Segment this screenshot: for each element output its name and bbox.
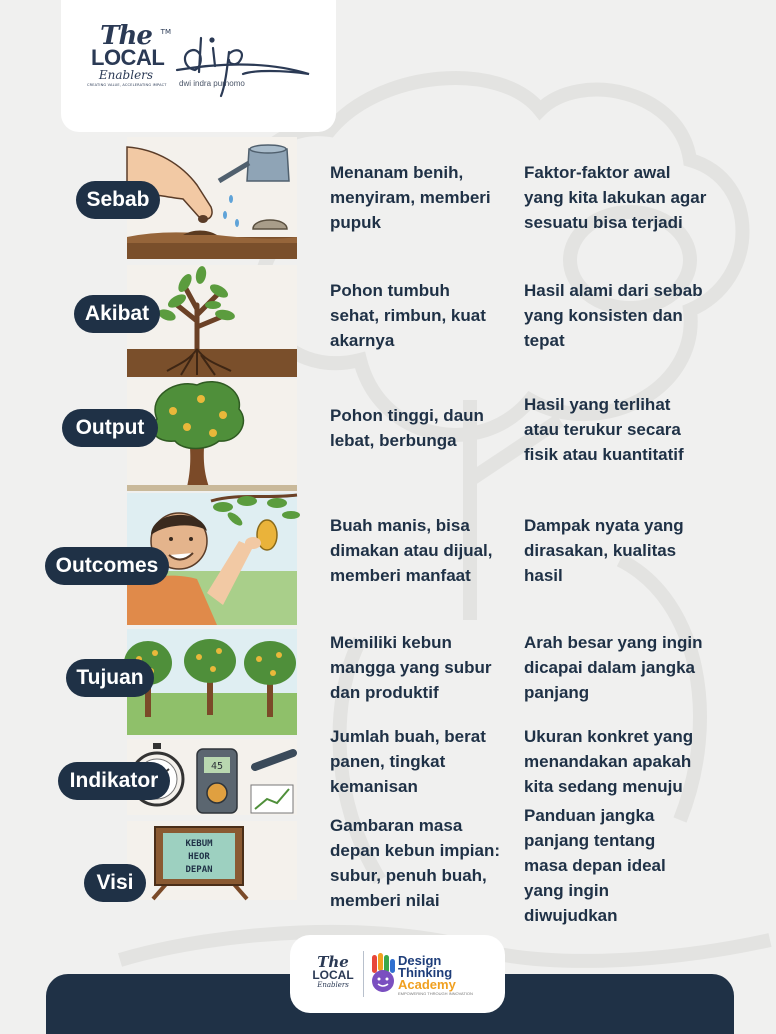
logo-word-enablers: Enablers <box>98 68 154 82</box>
svg-text:KEBUM: KEBUM <box>185 839 213 849</box>
meaning-sebab: Faktor-faktor awal yang kita lakukan agar sesuatu bisa terjadi <box>524 163 707 232</box>
example-outcomes: Buah manis, bisa dimakan atau dijual, memberi manfaat <box>330 516 493 585</box>
example-akibat: Pohon tumbuh sehat, rimbun, kuat akarnya <box>330 281 486 350</box>
meaning-visi: Panduan jangka panjang tentang masa depan ideal yang ingin diwujudkan <box>524 806 666 925</box>
dta-hand-icon <box>368 953 398 995</box>
logo-word-the: The <box>100 21 152 51</box>
label-output: Output <box>62 409 158 447</box>
the-local-enablers-logo <box>87 21 171 88</box>
example-indikator: Jumlah buah, berat panen, tingkat kemanisan <box>330 727 486 796</box>
label-outcomes: Outcomes <box>45 547 169 585</box>
logo-tagline: CREATING VALUE, ACCELERATING IMPACT <box>87 83 167 87</box>
header-logo-card <box>61 0 336 132</box>
footer-logo-word-the: The <box>317 953 349 971</box>
svg-text:DEPAN: DEPAN <box>185 865 213 875</box>
dta-word-academy: Academy <box>398 977 456 992</box>
meaning-output: Hasil yang terlihat atau terukur secara fisik atau kuantitatif <box>524 395 684 464</box>
dta-logo-text <box>398 955 473 997</box>
footer-logo-word-enablers: Enablers <box>317 981 349 989</box>
label-visi: Visi <box>84 864 146 902</box>
meaning-outcomes: Dampak nyata yang dirasakan, kualitas hasil <box>524 516 684 585</box>
label-akibat: Akibat <box>74 295 160 333</box>
dta-tagline: EMPOWERING THROUGH INNOVATION <box>398 991 473 996</box>
svg-text:45: 45 <box>210 761 224 772</box>
example-output: Pohon tinggi, daun lebat, berbunga <box>330 406 484 450</box>
footer-logo-divider <box>363 951 364 997</box>
dta-word-thinking: Thinking <box>398 965 453 980</box>
signature-logo <box>173 30 313 100</box>
vision-sign-illustration <box>127 821 297 900</box>
dta-word-design: Design <box>398 953 442 968</box>
meaning-akibat: Hasil alami dari sebab yang konsisten dan tepat <box>524 281 703 350</box>
meaning-indikator: Ukuran konkret yang menandakan apakah kita sedang menuju <box>524 727 694 796</box>
label-tujuan: Tujuan <box>66 659 154 697</box>
logo-word-local: LOCAL <box>91 45 165 70</box>
label-indikator: Indikator <box>58 762 170 800</box>
svg-text:HEOR: HEOR <box>188 852 210 862</box>
footer-logo-word-local: LOCAL <box>312 968 354 982</box>
footer-tle-logo <box>310 955 356 989</box>
label-sebab: Sebab <box>76 181 160 219</box>
footer-logo-card <box>290 935 505 1013</box>
example-visi: Gambaran masa depan kebun impian: subur, penuh buah, memberi nilai <box>330 816 501 910</box>
trademark-mark: TM <box>160 28 171 36</box>
signature-name: dwi indra purnomo <box>179 79 245 88</box>
example-tujuan: Memiliki kebun mangga yang subur dan produktif <box>330 633 492 702</box>
example-sebab: Menanam benih, menyiram, memberi pupuk <box>330 163 491 232</box>
meaning-tujuan: Arah besar yang ingin dicapai dalam jangka panjang <box>524 633 703 702</box>
